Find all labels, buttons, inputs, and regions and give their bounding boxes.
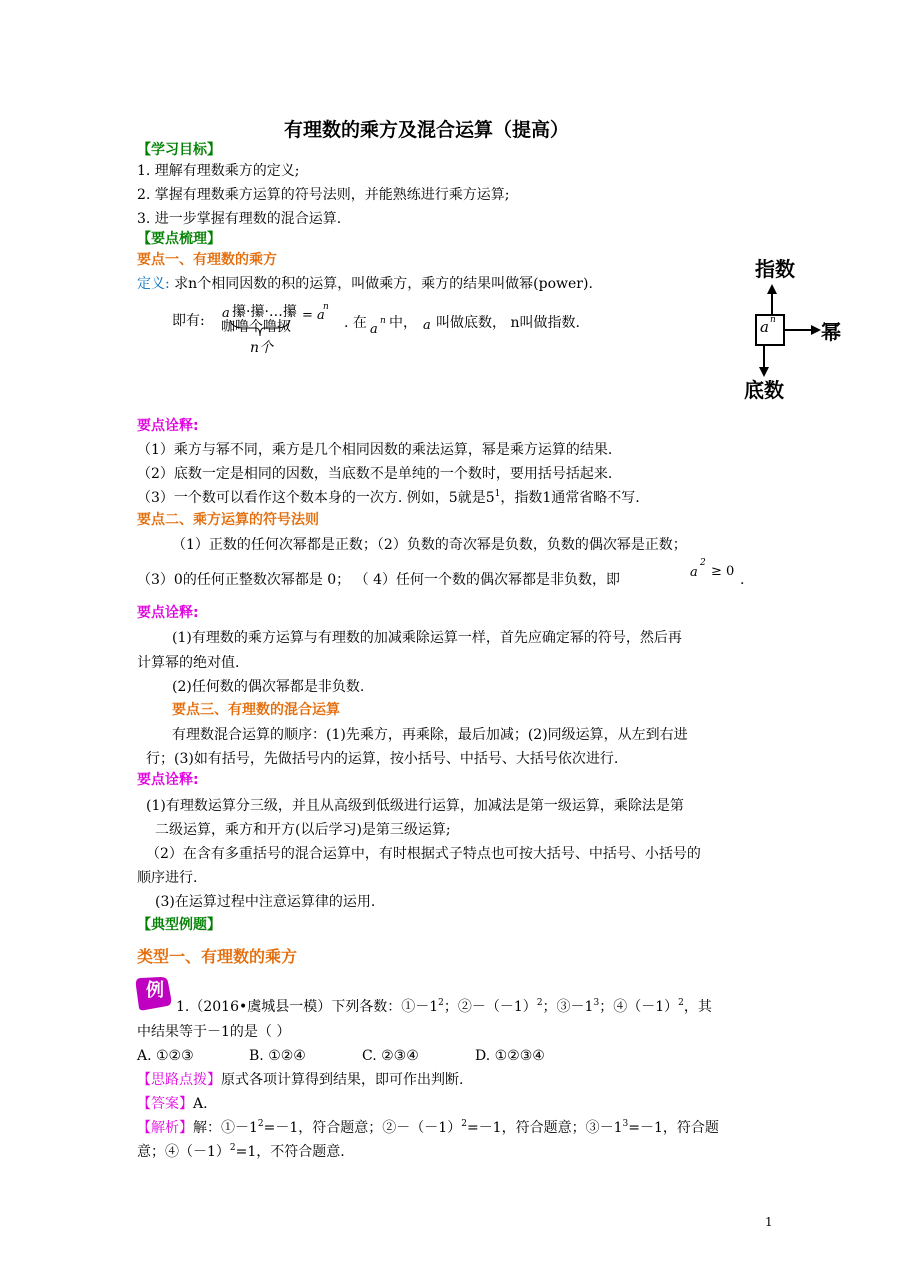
notes2-line1: (1)有理数的乘方运算与有理数的加减乘除运算一样，首先应确定幂的符号，然后再 — [172, 630, 682, 646]
hint-line: 【思路点拨】原式各项计算得到结果，即可作出判断. — [137, 1072, 464, 1088]
formula-sentence-2: 中， — [389, 315, 417, 331]
notes3-heading: 要点诠释: — [137, 772, 199, 788]
notes3-line4: 顺序进行. — [137, 870, 198, 886]
notes2-line2: 计算幂的绝对值. — [137, 655, 240, 671]
point3-heading: 要点三、有理数的混合运算 — [172, 702, 340, 718]
option-b: B. ①②④ — [249, 1048, 306, 1064]
example-badge: 例 — [146, 980, 164, 1001]
inequality-exp: 2 — [700, 558, 706, 568]
inequality-rest: ≥ 0 — [711, 564, 735, 579]
point2-line1: （1）正数的任何次幂都是正数；（2）负数的奇次幂是负数，负数的偶次幂是正数； — [172, 537, 687, 553]
underbrace-shape — [228, 318, 292, 340]
notes2-line3: (2)任何数的偶次幂都是非负数. — [172, 679, 365, 695]
page-title: 有理数的乘方及混合运算（提高） — [284, 119, 570, 141]
analysis-line2: 意；$④(-1)^2=1$，不符合题意. — [137, 1143, 345, 1160]
formula-underbrace-label: n个 — [250, 340, 274, 356]
formula-sentence-an-base: a — [370, 322, 378, 337]
goal-item: 1. 理解有理数乘方的定义; — [137, 163, 300, 179]
answer-line: 【答案】A. — [137, 1096, 208, 1112]
definition-line — [137, 277, 593, 291]
note-item: （3）一个数可以看作这个数本身的一次方. 例如，5就是$5^1$，指数1通常省略不写. — [137, 489, 640, 506]
formula-sentence-3: 叫做底数， n叫做指数. — [436, 315, 580, 331]
formula-prefix: 即有: — [172, 313, 205, 329]
definition-label: 定义: — [137, 276, 170, 292]
note-item: （2）底数一定是相同的因数，当底数不是单纯的一个数时，要用括号括起来. — [137, 466, 613, 482]
formula-sentence-an-exp: n — [380, 316, 386, 326]
notes1-heading: 要点诠释: — [137, 418, 199, 434]
formula-underbrace-text: 咖噜个噜㧐 — [221, 319, 291, 335]
notes3-line1: (1)有理数运算分三级，并且从高级到低级进行运算，加减法是第一级运算，乘除法是第 — [146, 798, 684, 814]
notes3-line3: （2）在含有多重括号的混合运算中，有时根据式子特点也可按大括号、中括号、小括号的 — [146, 846, 701, 862]
goal-item: 2. 掌握有理数乘方运算的符号法则，并能熟练进行乘方运算; — [137, 187, 510, 203]
notes2-heading: 要点诠释: — [137, 605, 199, 621]
diagram-box-base: a — [760, 318, 769, 336]
question-line2: 中结果等于－1的是（ ） — [137, 1024, 291, 1040]
diagram-power-label: 幂 — [821, 320, 841, 344]
inequality-period: . — [740, 572, 745, 588]
option-d: D. ①②③④ — [475, 1048, 545, 1064]
option-a: A. ①②③ — [137, 1048, 194, 1064]
question-line1: 1.（2016•虞城县一模）下列各数：$①-1^2$；$②-(-1)^2$；$③-1^3$；$④(-1)^2$，其 — [176, 998, 712, 1015]
point2-line2: （3）0的任何正整数次幂都是 0； （ 4）任何一个数的偶次幂都是非负数，即 — [137, 572, 620, 588]
goals-heading: 【学习目标】 — [137, 142, 221, 158]
point3-line1: 有理数混合运算的顺序：(1)先乘方，再乘除，最后加减；(2)同级运算，从左到右进 — [172, 727, 688, 743]
formula-product: 攥·攥·…攥 — [232, 304, 297, 320]
page-number: 1 — [765, 1215, 773, 1229]
point3-line2: 行；(3)如有括号，先做括号内的运算，按小括号、中括号、大括号依次进行. — [146, 751, 619, 767]
formula-base: a — [222, 306, 230, 321]
formula-sentence-a: a — [423, 318, 431, 333]
inequality-base: a — [690, 565, 698, 580]
type1-heading: 类型一、有理数的乘方 — [137, 947, 298, 966]
notes3-line2: 二级运算，乘方和开方(以后学习)是第三级运算; — [155, 822, 451, 838]
diagram-exponent-label: 指数 — [755, 257, 795, 281]
points-heading: 【要点梳理】 — [137, 231, 221, 247]
point2-heading: 要点二、乘方运算的符号法则 — [137, 512, 319, 528]
analysis-line1: 【解析】解：$①-1^2=-1$，符合题意；$②-(-1)^2=-1$，符合题意；$③-1^3=-1$，符合题 — [137, 1119, 719, 1136]
goal-item: 3. 进一步掌握有理数的混合运算. — [137, 211, 342, 227]
point1-heading: 要点一、有理数的乘方 — [137, 252, 277, 268]
formula-exponent: n — [323, 302, 329, 312]
formula-equals: = a — [302, 308, 325, 323]
notes3-line5: (3)在运算过程中注意运算律的运用. — [155, 894, 376, 910]
examples-heading: 【典型例题】 — [137, 917, 221, 933]
option-c: C. ②③④ — [362, 1048, 419, 1064]
formula-sentence-1: . 在 — [344, 315, 367, 331]
diagram-base-label: 底数 — [744, 378, 784, 402]
diagram-box-exp: n — [770, 315, 776, 325]
note-item: （1）乘方与幂不同，乘方是几个相同因数的乘法运算，幂是乘方运算的结果. — [137, 442, 613, 458]
definition-text: 求n个相同因数的积的运算，叫做乘方，乘方的结果叫做幂(power). — [174, 276, 593, 292]
